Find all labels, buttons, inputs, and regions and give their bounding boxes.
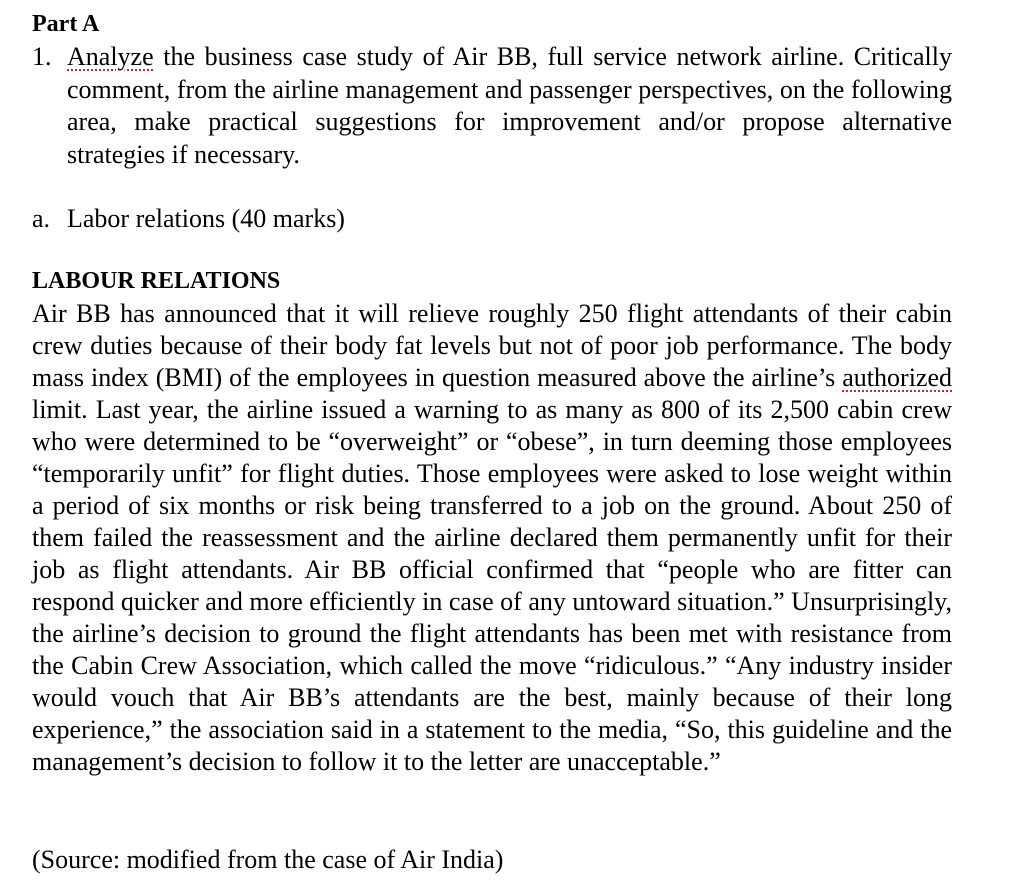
case-study-paragraph xyxy=(32,298,952,778)
paragraph-text-after: limit. Last year, the airline issued a warning to as many as 800 of its 2,500 cabin crew who were determined to be “overweight” or “obese”, in turn deeming those employees “temporarily unfit” for flight duties. Those employees were asked to lose weight within a period of six months or risk being transferred to a job on the ground. About 250 of them failed the reassessment and the airline declared them permanently unfit for their job as flight attendants. Air BB official confirmed that “people who are fitter can respond quicker and more efficiently in case of any untoward situation.” Unsurprisingly, the airline’s decision to ground the flight attendants has been met with resistance from the Cabin Crew Association, which called the move “ridiculous.” “Any industry insider would vouch that Air BB’s attendants are the best, mainly because of their long experience,” the association said in a statement to the media, “So, this guideline and the management’s decision to follow it to the letter are unacceptable.” xyxy=(32,395,952,776)
section-title: LABOUR RELATIONS xyxy=(32,268,281,294)
question-text-body: the business case study of Air BB, full service network airline. Critically comment, from the airline management and passenger perspectives, on the following area, make practical suggestions for improvement and/or propose alternative strategies if necessary. xyxy=(67,42,952,169)
spellcheck-flagged-word[interactable]: Analyze xyxy=(67,42,154,71)
sub-question xyxy=(32,203,345,235)
question-number: 1. xyxy=(32,42,52,71)
question-text xyxy=(67,41,952,171)
paragraph-text-before: Air BB has announced that it will relieve roughly 250 flight attendants of their cabin crew duties because of their body fat levels but not of poor job performance. The body mass index (BMI) of the employees in question measured above the airline’s xyxy=(32,299,952,392)
sub-question-label: a. xyxy=(32,204,51,233)
source-citation: (Source: modified from the case of Air India) xyxy=(32,845,504,874)
part-heading: Part A xyxy=(32,11,100,37)
sub-question-text: Labor relations (40 marks) xyxy=(67,204,345,233)
spellcheck-flagged-word[interactable]: authorized xyxy=(842,363,952,392)
